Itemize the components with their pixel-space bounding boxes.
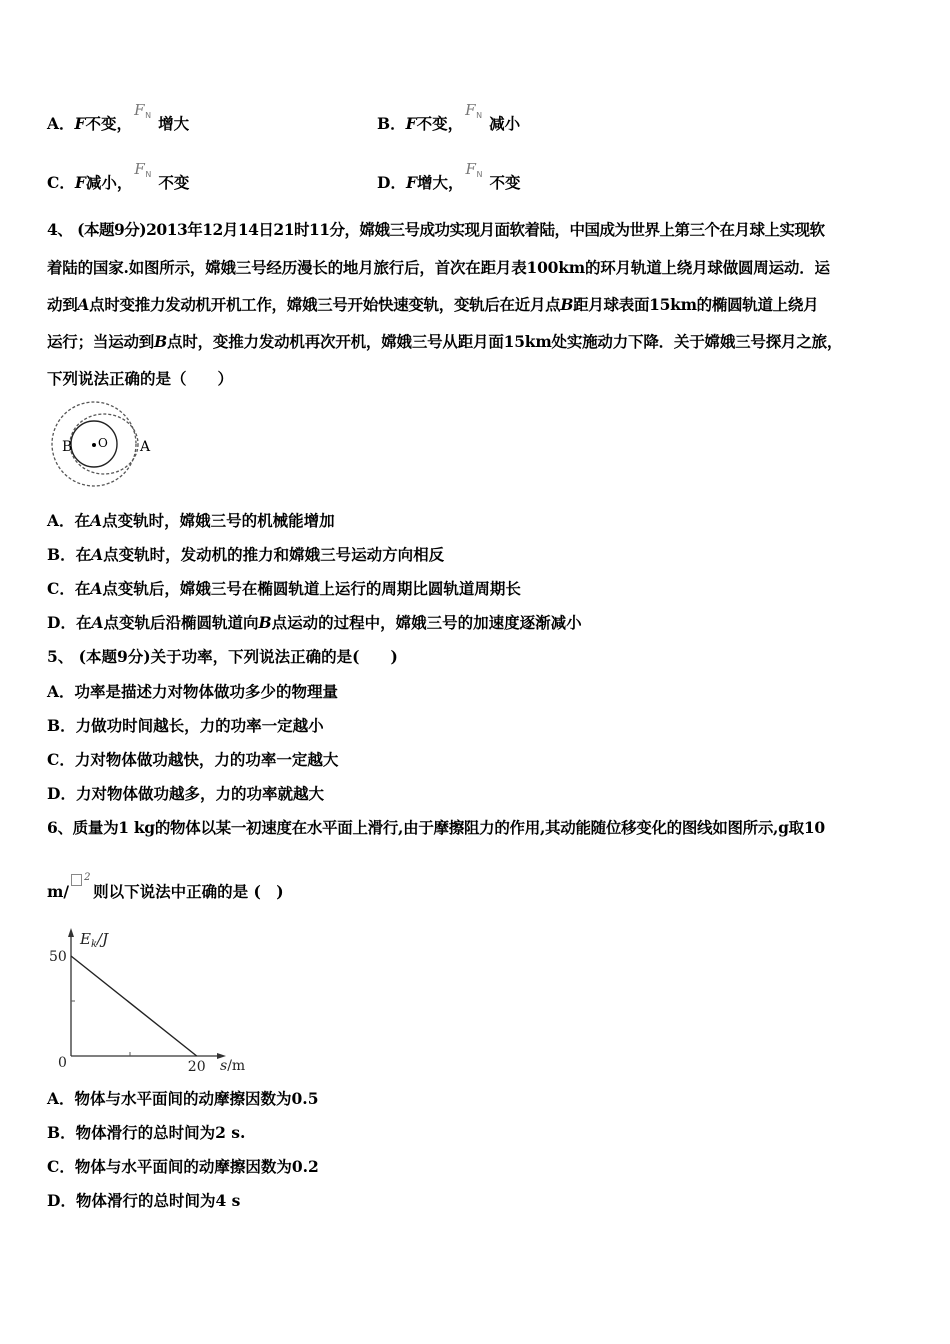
placeholder-box: 2 [69,882,93,902]
label-b: B [62,439,73,455]
origin-label: 0 [58,1055,67,1071]
q4-stem-line-4: 运行；当运动到B点时，变推力发动机再次开机，嫦娥三号从距月面15km处实施动力下降．关于嫦娥三号探月之旅， [47,332,843,351]
q3-option-a: A．F不变， F N 增大 [47,101,190,133]
q6-stem-line-2: m/ 2 则以下说法中正确的是 ( ) [47,872,284,901]
q6-option-c: C．物体与水平面间的动摩擦因数为0.2 [47,1157,319,1176]
x-tick-label: 20 [187,1059,206,1075]
q6-option-d: D．物体滑行的总时间为4 s [47,1191,241,1210]
q4-stem-line-5: 下列说法正确的是（ ） [47,369,234,388]
q4-stem-line-3: 动到A点时变推力发动机开机工作，嫦娥三号开始快速变轨，变轨后在近月点B距月球表面15km的椭圆轨道上绕月 [47,295,819,314]
q4-stem-line-2: 着陆的国家.如图所示，嫦娥三号经历漫长的地月旅行后，首次在距月表100km的环月轨道上绕月球做圆周运动．运 [47,258,830,277]
fn-symbol: F N [465,101,483,120]
q6-option-b: B．物体滑行的总时间为2 s. [47,1123,246,1142]
q5-option-b: B．力做功时间越长，力的功率一定越小 [47,716,324,735]
q5-option-a: A．功率是描述力对物体做功多少的物理量 [47,682,339,701]
q6-option-a: A．物体与水平面间的动摩擦因数为0.5 [47,1089,319,1108]
q3-option-d: D．F增大， F N 不变 [377,160,521,192]
q4-option-a: A．在A点变轨时，嫦娥三号的机械能增加 [47,511,335,530]
label-a: A [140,439,151,455]
q4-option-c: C．在A点变轨后，嫦娥三号在椭圆轨道上运行的周期比圆轨道周期长 [47,579,521,598]
moon-center [92,443,96,447]
orbit-figure [48,398,158,498]
q3-option-b: B．F不变， F N 减小 [377,101,521,133]
fn-symbol: F N [134,101,152,120]
data-series-line [71,956,197,1056]
y-axis [68,928,74,1056]
ek-chart [46,925,256,1075]
fn-symbol: F N [134,160,152,179]
q5-stem: 5、 (本题9分)关于功率，下列说法正确的是( ) [47,647,398,666]
q4-stem-line-1: 4、 (本题9分)2013年12月14日21时11分，嫦娥三号成功实现月面软着陆，中国成为世界上第三个在月球上实现软 [47,220,825,239]
q6-stem-line-1: 6、质量为1 kg的物体以某一初速度在水平面上滑行,由于摩擦阻力的作用,其动能随位移变化的图线如图所示,g取10 [47,818,825,837]
x-axis-label: s/m [220,1058,246,1074]
q5-option-d: D．力对物体做功越多，力的功率就越大 [47,784,324,803]
q4-option-d: D．在A点变轨后沿椭圆轨道向B点运动的过程中，嫦娥三号的加速度逐渐减小 [47,613,582,632]
fn-symbol: F N [465,160,483,179]
q5-option-c: C．力对物体做功越快，力的功率一定越大 [47,750,339,769]
q4-option-b: B．在A点变轨时，发动机的推力和嫦娥三号运动方向相反 [47,545,445,564]
y-axis-label: $E_k/J$ [80,930,109,950]
label-o: O [98,436,108,450]
y-tick-label: 50 [49,949,67,965]
q3-option-c: C．F减小， F N 不变 [47,160,190,192]
